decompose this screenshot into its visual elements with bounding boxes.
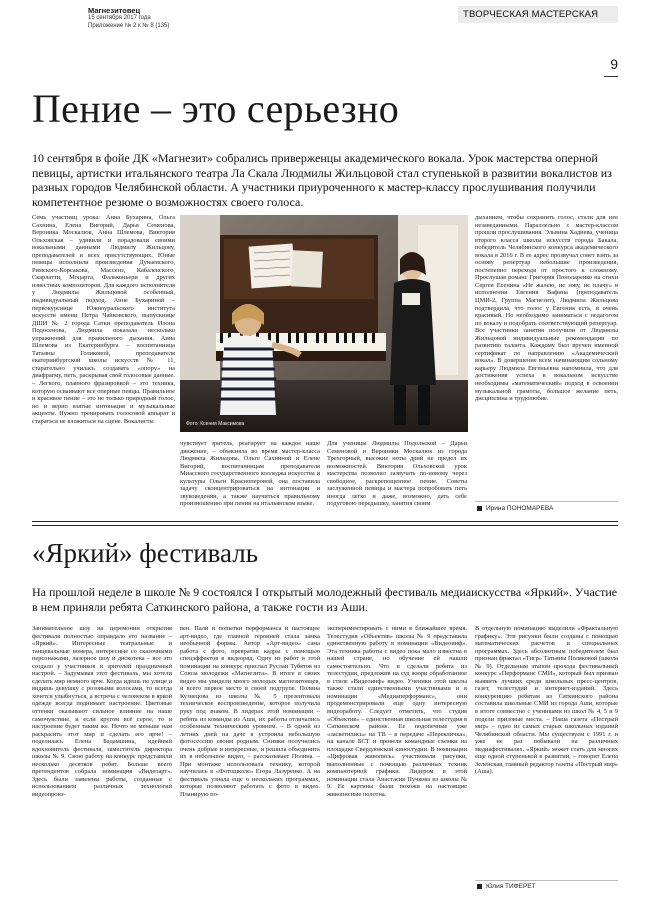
author-rule [475, 501, 618, 502]
article2-lead: На прошлой неделе в школе № 9 состоялся I открытый молодежный фестиваль медиаискусства «Яркий». Участие в нем приняли ребята Саткинского района, а также гости из Аши. [32, 585, 618, 614]
photo-credit: Фото: Ксения Максимова [186, 421, 245, 427]
article1-column-3: Для ученицы Людмилы Подольской – Дарьи Семеновой и Вероники Москалюк из города Трехгорный, высокие ноты дрий не предел их возможностей. Виктория Ольховской урок мастерства позволил зазвучать по-новому через свободное, раскрепощенное пение. Советы заслуженной певицы и мастера попробовать петь иногда легко и даже, возможно, дать себе подуговою передышку, занятия своим [327, 440, 467, 508]
article1-column-4: дыханием, чтобы сохранить голос, стали для нее незаведанными. Параллельно с мастер-классом прошли прослушивания. Эльвина Хадиева, ученица второго класса школы искусств города Бакала, победитель Челябинского конкурса академического вокала в 2016 г. В ее адрес прозвучал совет взять за основу репертуар небольшие произведения, постепенно переходя от простого к сложному. Прослушав романс Григория Поноларенко на стихи Сергея Есенина «Не жалею, не зову, не плачу» в исполнении Евгения Вафина (преподаватель ЦМИ-2, Группа Магнезит), Людмила Жильцова подтвердила, что голос у Евгения есть, и очень красивый. Но необходимо заниматься с педагогом по вокалу и подобрать соответствующий репертуар. Все участники занятия получили от Людмилы Жильцовой индивидуальные рекомендации по развитию таланта. Каждому был вручен именной сертификат по направлению «Академический вокал». В довершение всем начинающим сольному карьеру Людмила Евгеньевна напомнила, что для достижения успеха в вокальном искусстве необходимы «математический» подход в освоении музыкальной грамоты, большое желание петь, дисциплина и трудолюбие. [475, 214, 618, 403]
article2-column-4: В отдельную номинацию выделили «Фрактальную графику». Эти рисунки были созданы с помощью математических расчетов в специальных программах. Здесь абсолютным победителем был признан фрактал «Тигр» Татьяны Поляковой (школа № 9). Отдельным этапом прохода фестивальный конкурс «Перформанс СМИ», который был призван выявить лучших среди школьных пресс-центров, газет, телестудий и интернет-изданий. Здесь конкуренцию ребятам из Саткинского района составила школьные СМИ из города Аши, которые в итоге совместно с учениками из школ № 4, 5 и 9 подели призовые места. – Наша газета «Пестрый мир» – одно из самых старых школьных изданий Челябинской области. Мы существуем с 1991 г. и уже не раз побывали на различных медиафестивалях. «Яркий» может стать для многих еще одной ступенькой в развитии, – говорит Елена Зеленская, главный редактор газеты «Пестрый мир» (Аша). [475, 625, 618, 776]
author2-marker-icon [477, 884, 482, 889]
article2-column-3: экспериментировать с ними в ближайшее время. Телестудия «Объектив» школы № 9 представила единственную работу в номинации «Видеоинф». Эта техника работы с видео пока мало известна в нашей стране, но обучение ей нашли самостоятельно. Что и сделали ребята из телестудии, предложив на суд жюри обработанное в стиле «Видеоинф» видео. Ученики этой школы также стали единственными участниками и в номинации «Медиаперформанс», они продемонстрировали еще одну интересную видеоработу. Следует отметить, что студия «Объектив» – единственная школьная телестудия в Саткинском районе. Ее подопечные уже «засветились» на ТВ – в передаче «Перекличка», на канале БСТ и провели командные съемки на площадке Свердловской киностудии. В номинации «Цифровая живопись» участвовали рисунки, выполненные с помощью различных техник компьютерной графики. Лидером в этой номинации стала Анастасия Пучкова из школы № 9. Ее картины были похожи на настоящие живописные полотна. [327, 625, 467, 799]
section-label: ТВОРЧЕСКАЯ МАСТЕРСКАЯ [458, 6, 618, 23]
article1-author-name: Ирина ПОНОМАРЕВА [486, 505, 554, 512]
article1-column-2: чувствует зритель, реагирует на каждое наше движение, – объясняла во время мастер-класса Людмила Жильцова. Ольге Сахниной и Елене Вигорий, воспитанницам преподавателя Миасского государственного колледжа искусства и культуры Ольги Красноперовой, она поставила задачу сконцентрироваться на интонации и звуковедении, а также научиться правильному произношению при пении на итальянском языке. [180, 440, 320, 508]
article1-title: Пение – это серьезно [32, 86, 400, 131]
page-number: 9 [610, 56, 618, 72]
paper-name: Магнезитовец [88, 6, 141, 15]
article2-author [477, 883, 536, 890]
article1-lead: 10 сентября в фойе ДК «Магнезит» собрались приверженцы академического вокала. Урок мастерства оперной певицы, артистки итальянского театра Ла Скала Людмилы Жильцовой стал ступенькой в развитии вокалистов из разных городов Челябинской области. А участники приуроченного к мастер-классу прослушивания получили компетентное резюме о возможностях своего голоса. [32, 151, 612, 209]
page-number-rule [604, 76, 618, 77]
article1-photo [180, 215, 468, 432]
issue-number: Приложение № 2 к № 8 (135) [88, 22, 170, 29]
issue-date: 15 сентября 2017 года [88, 15, 151, 21]
article2-column-2: вен. Пали и попытки перформанса и настоящее арт-видео, где главной героиней стала замка необычной формы. Автор «Арт-видео» сама работа с фото, превратив кадры с помощью спецэффектов в видеоряд. Одну из работ в этой номинации на конкурс прислал Руслан Тубятов из Союза молодежи «Магнезита». В итоге в своих видео мы увидели много молодых магнезитовцев, и всего первое место в своей подгрупе. Полина Кузнецова из школы № 5 презентовала техническое воспроизведение, которое получила руку под знаком. В лидерах этой номинации – ребята из команды из Аши, их работы отличались особенным техническим уровнем. – В одной из летних дней на даче я устроила небольшую фотосессию своим родным. Снимки получились очень добрые и интересные, и решила объединить их в небольшое видео, – рассказывает Полина. – При монтаже использовала технику, которой научилась в «Фотошколе» Егора Лазуренко. А на фестиваль узнала еще о нескольких программах, которые позволяют работать с фото и видео. Планирую по- [180, 625, 320, 799]
article1-column-1: Семь участниц урока: Анна Бухарина, Ольга Сахнина, Елена Вигорий, Дарья Семенова, Вероника Москалюк, Анна Шлемова, Виктория Ольховская – удивили и порадовали своими вокальными данными Людмилу Жильцову, преподавателей и всех присутствующих. Юные певицы исполнили произведения Дунаевского, Римского-Корсакова, Массенэ, Кабалевского, Скарлатти, Моцарта, Фальконьери и других известных композиторов. Для каждого исполнителя у Людмилы Жильцовой особенный, индивидуальный подход. Анне Бухариной – первокурснице Южноуральского института искусств имени Петра Чайковского, выпускнице ДШИ № 2 города Сатки преподаватель Илона Подосенова, Людмила показала несколько упражнений для правильного дыхания. Анна Шлемова из Екатеринбурга – воспитанница Татьяны Голиковой, преподавателя екатеринбургской школы искусств № 11, старательно училась создавать «опору» на диафрагму, петь, раскрывая свой голосовые данные. – Легкого, плавного фразировкой – это техника, которую осваивают все оперные певцы. Правильное и красивое пение – это не только природный голос, но и верно взятые интонация и музыкальные акценты. Нужно тренировать голосовой аппарат и стараться не вложиться на сцене. Вокалисты [32, 214, 175, 425]
section-divider [32, 521, 618, 526]
rehearsal-photo [180, 215, 468, 432]
article2-title: «Яркий» фестиваль [32, 538, 259, 568]
author2-rule [475, 880, 618, 881]
masthead [88, 6, 198, 30]
article1-author [477, 505, 553, 512]
author-marker-icon [477, 506, 482, 511]
article2-author-name: Юлия ТИФЕРЕТ [486, 883, 536, 890]
article2-column-1: Занимательное шоу на церемонии открытия фестиваля полностью оправдало его название – «Яркий». Интересные театральные и танцевальные номера, интересные со сказочными персонажами, лазерное шоу и дискотека – все это создало у участников и зрителей праздничный настрой. – Задумывая этот фестиваль, мы хотели сделать мир немного ярче. Когда идешь по улице и видишь девушку с розовыми волосами, то всегда хочется улыбнуться, а встреча с человеком в яркой одежде всегда поднимает настроение. Цветовые оттенки оказывают сильное влияние на наше самочувствие, и если кругом всё серое, то и настроение будет таким же. Нечто не меньше нам раскрасить этот мир и сделать его ярче! – поделилась Елена Бадамшина, идейный вдохновитель фестиваля, заместитель директора школы № 9. Свою работу на конкурс представили несколько десятков ребят. Больше всего претендентов собрала номинация «Видеоарт». Здесь были заявлены работы, созданные с использованием различных технологий видеопроиз- [32, 625, 172, 799]
